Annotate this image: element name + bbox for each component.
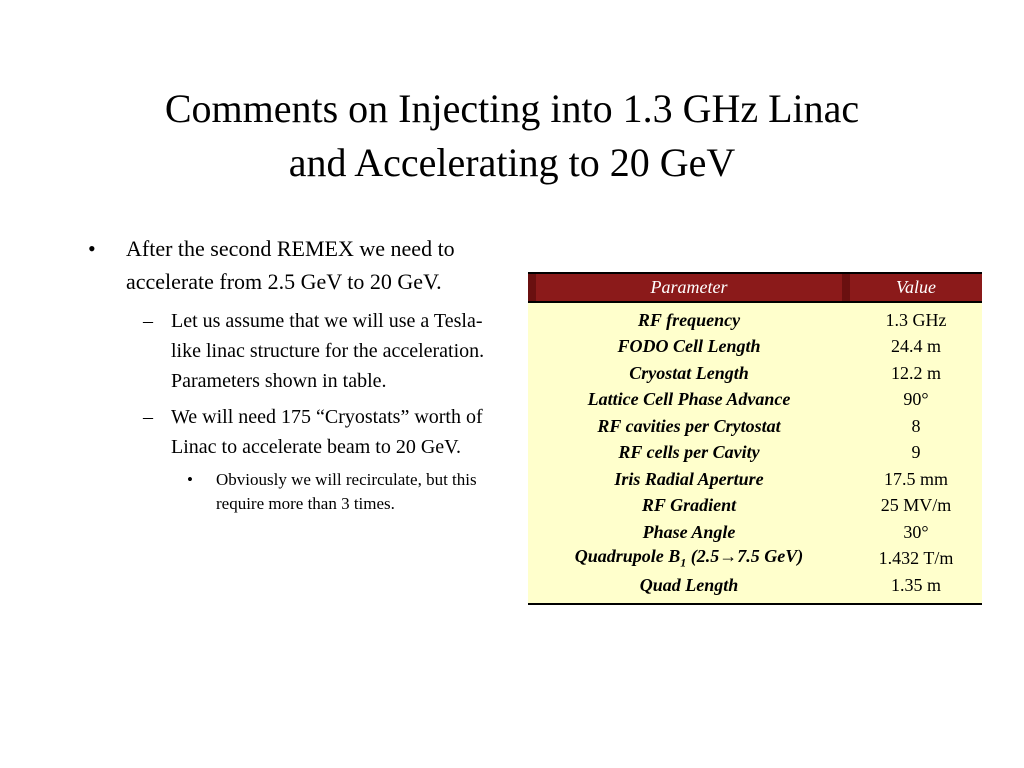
value-cell: 12.2 m: [890, 362, 941, 383]
table-row: [528, 572, 982, 599]
parameter-cell: RF cells per Cavity: [618, 442, 760, 463]
value-cell: 17.5 mm: [883, 468, 948, 489]
value-cell: 25 MV/m: [880, 495, 952, 516]
value-cell: 9: [911, 442, 921, 463]
parameter-subscript: 1: [680, 556, 687, 571]
table-body: [528, 303, 982, 603]
value-cell: 8: [911, 415, 921, 436]
dash-marker: –: [143, 310, 153, 332]
slide-title-line-1: Comments on Injecting into 1.3 GHz Linac: [164, 86, 860, 131]
value-cell: 1.432 T/m: [878, 548, 954, 569]
parameter-cell: RF frequency: [637, 309, 741, 330]
sub-bullet-text: We will need 175 “Cryostats” worth of Linac to accelerate beam to 20 GeV.: [171, 406, 483, 458]
dash-marker: –: [143, 406, 153, 428]
bullet-item: [88, 232, 498, 298]
bullet-marker: •: [88, 236, 96, 261]
parameter-cell: Cryostat Length: [629, 362, 749, 383]
parameter-cell: [528, 546, 850, 571]
header-parameter: Parameter: [528, 274, 850, 301]
value-cell: 1.35 m: [890, 574, 941, 595]
value-cell: 24.4 m: [890, 336, 941, 357]
table-row: [528, 387, 982, 414]
slide-title: [0, 82, 1024, 190]
parameter-prefix: Quadrupole B: [574, 546, 681, 567]
sub-sub-bullet-text: Obviously we will recirculate, but this require more than 3 times.: [216, 470, 477, 513]
parameter-cell: RF cavities per Crytostat: [597, 415, 781, 436]
parameter-suffix: (2.5→7.5 GeV): [686, 546, 804, 567]
bullet-list: [88, 232, 498, 516]
sub-sub-bullet-item: [88, 468, 498, 516]
table-row: [528, 440, 982, 467]
value-cell: 30°: [903, 521, 929, 542]
parameter-cell: Iris Radial Aperture: [614, 468, 764, 489]
table-row: [528, 413, 982, 440]
sub-bullet-item: [88, 402, 498, 462]
parameter-table: [528, 272, 982, 605]
parameter-cell: Phase Angle: [642, 521, 736, 542]
bullet-marker: •: [187, 470, 193, 489]
table-header: [528, 274, 982, 303]
parameter-cell: Lattice Cell Phase Advance: [587, 389, 791, 410]
parameter-cell: RF Gradient: [641, 495, 737, 516]
header-value: Value: [896, 277, 936, 297]
value-cell: 90°: [903, 389, 929, 410]
table-row: [528, 307, 982, 334]
table-row: [528, 334, 982, 361]
sub-bullet-item: [88, 306, 498, 396]
parameter-cell: FODO Cell Length: [617, 336, 761, 357]
parameter-cell: Quad Length: [639, 574, 739, 595]
table-row: [528, 519, 982, 546]
bullet-text: After the second REMEX we need to accelerate from 2.5 GeV to 20 GeV.: [126, 236, 455, 294]
table-row: [528, 493, 982, 520]
slide-title-line-2: and Accelerating to 20 GeV: [288, 140, 736, 185]
table-row: [528, 360, 982, 387]
value-cell: 1.3 GHz: [885, 309, 947, 330]
table-row: [528, 466, 982, 493]
table-row: [528, 546, 982, 573]
sub-bullet-text: Let us assume that we will use a Tesla-like linac structure for the acceleration. Parameters shown in table.: [171, 310, 485, 392]
